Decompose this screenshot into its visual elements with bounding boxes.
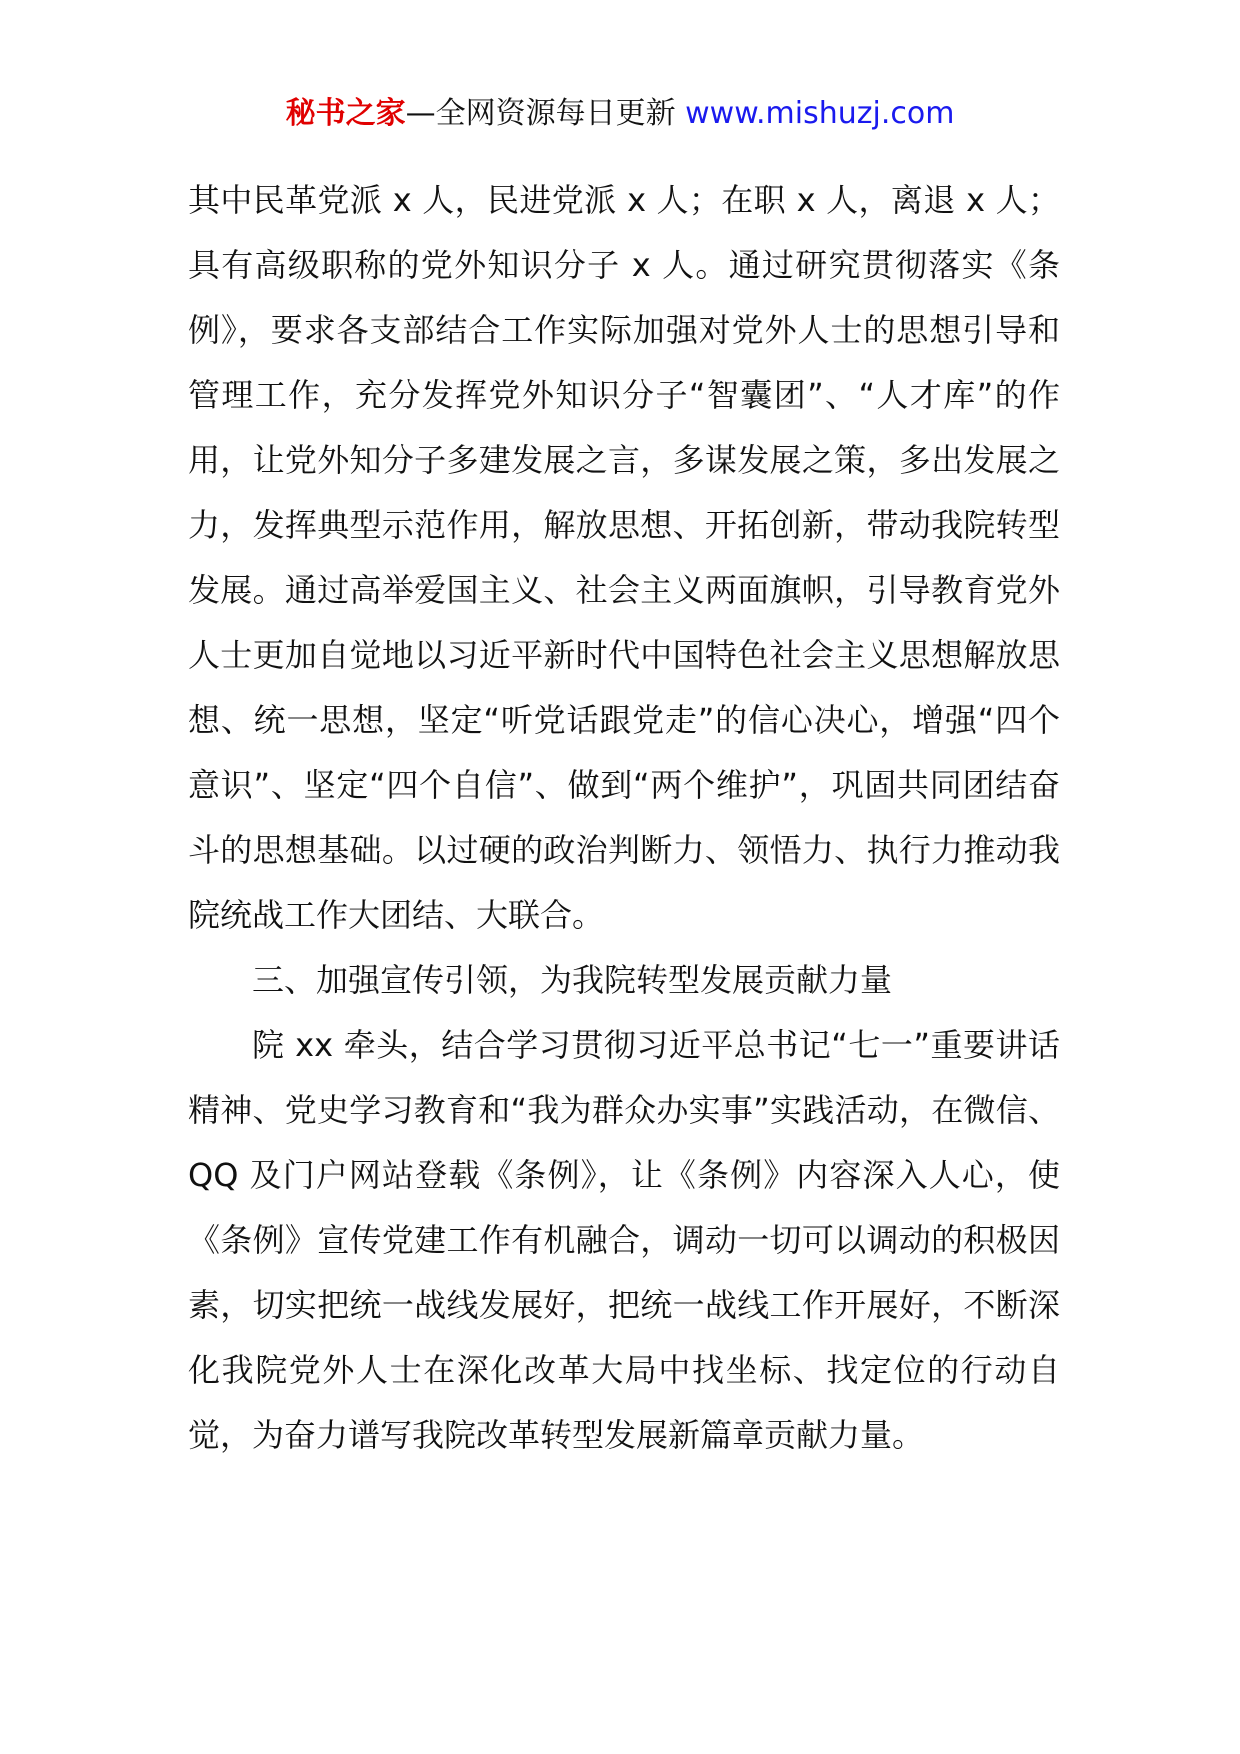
site-url-link[interactable]: www.mishuzj.com [685, 96, 955, 131]
body-paragraph-1: 其中民革党派 x 人，民进党派 x 人；在职 x 人，离退 x 人；具有高级职称的党外知识分子 x 人。通过研究贯彻落实《条例》，要求各支部结合工作实际加强对党外人士的思想引导和管理工作，充分发挥党外知识分子“智囊团”、“人才库”的作用，让党外知分子多建发展之言，多谋发展之策，多出发展之力，发挥典型示范作用，解放思想、开拓创新，带动我院转型发展。通过高举爱国主义、社会主义两面旗帜，引导教育党外人士更加自觉地以习近平新时代中国特色社会主义思想解放思想、统一思想，坚定“听党话跟党走”的信心决心，增强“四个意识”、坚定“四个自信”、做到“两个维护”，巩固共同团结奋斗的思想基础。以过硬的政治判断力、领悟力、执行力推动我院统战工作大团结、大联合。 [188, 181, 1060, 934]
section-heading-3: 三、加强宣传引领，为我院转型发展贡献力量 [252, 961, 893, 999]
page-header [0, 94, 1240, 134]
body-paragraph-2: 院 xx 牵头，结合学习贯彻习近平总书记“七一”重要讲话精神、党史学习教育和“我为群众办实事”实践活动，在微信、QQ 及门户网站登载《条例》，让《条例》内容深入人心，使《条例》宣传党建工作有机融合，调动一切可以调动的积极因素，切实把统一战线发展好，把统一战线工作开展好，不断深化我院党外人士在深化改革大局中找坐标、找定位的行动自觉，为奋力谱写我院改革转型发展新篇章贡献力量。 [188, 1026, 1060, 1454]
header-tagline: —全网资源每日更新 [405, 96, 686, 131]
document-body [188, 168, 1060, 1468]
brand-name: 秘书之家 [285, 96, 406, 131]
